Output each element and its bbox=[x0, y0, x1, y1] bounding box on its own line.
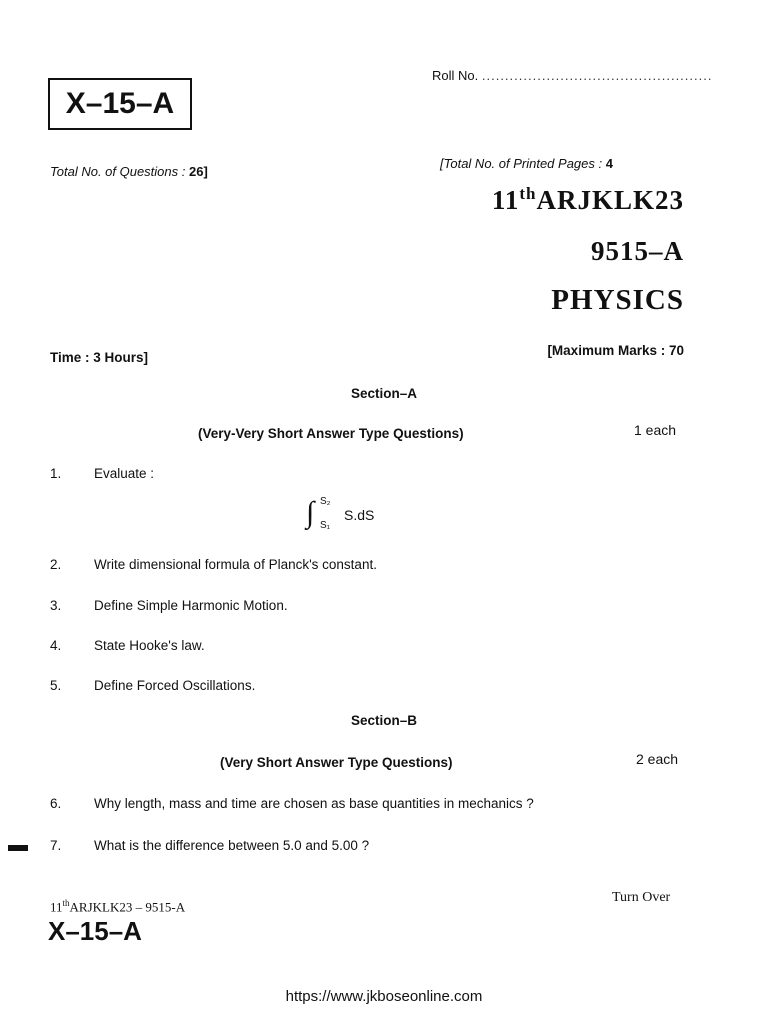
integral-body: S.dS bbox=[344, 507, 375, 523]
question-number: 7. bbox=[50, 838, 62, 853]
question-number: 2. bbox=[50, 557, 62, 572]
question-number: 6. bbox=[50, 796, 62, 811]
question-6 bbox=[50, 796, 700, 811]
section-a-heading: Section–A bbox=[350, 386, 418, 401]
total-questions-label: Total No. of Questions : bbox=[50, 164, 186, 179]
question-1 bbox=[50, 466, 700, 481]
series-title: 9515–A bbox=[591, 236, 684, 266]
section-a-subheading: (Very-Very Short Answer Type Questions) bbox=[198, 426, 464, 441]
exam-code-sup: th bbox=[519, 184, 537, 203]
printed-pages-value: 4 bbox=[605, 156, 613, 171]
footer-paper-code: X–15–A bbox=[48, 916, 142, 946]
section-b-subheading: (Very Short Answer Type Questions) bbox=[220, 755, 453, 770]
question-number: 5. bbox=[50, 678, 62, 693]
website-url[interactable]: https://www.jkboseonline.com bbox=[285, 988, 483, 1005]
paper-code-box: X–15–A bbox=[48, 78, 192, 130]
question-text: What is the difference between 5.0 and 5.00 ? bbox=[94, 838, 370, 853]
question-text: Evaluate : bbox=[94, 466, 155, 481]
question-3 bbox=[50, 598, 700, 613]
exam-code-suffix: ARJKLK23 bbox=[536, 185, 684, 215]
question-4 bbox=[50, 638, 700, 653]
total-questions-value: 26] bbox=[189, 164, 208, 179]
section-b-heading: Section–B bbox=[350, 713, 418, 728]
turn-over-label: Turn Over bbox=[612, 890, 671, 905]
question-7 bbox=[50, 838, 700, 853]
question-number: 4. bbox=[50, 638, 62, 653]
integral-expression bbox=[306, 496, 396, 536]
section-b-marks: 2 each bbox=[636, 751, 679, 767]
section-a-marks: 1 each bbox=[634, 422, 677, 438]
integral-upper-limit: S₂ bbox=[320, 496, 331, 507]
footer-code-suffix: ARJKLK23 – 9515-A bbox=[69, 899, 186, 915]
subject-title: PHYSICS bbox=[551, 284, 684, 316]
roll-label: Roll No. bbox=[432, 68, 479, 83]
roll-number-field bbox=[432, 68, 712, 83]
printed-pages bbox=[440, 156, 613, 171]
total-questions bbox=[50, 164, 208, 179]
question-text: Why length, mass and time are chosen as base quantities in mechanics ? bbox=[94, 796, 534, 811]
time-label: Time : 3 Hours] bbox=[50, 350, 149, 365]
question-text: State Hooke's law. bbox=[94, 638, 205, 653]
question-text: Define Simple Harmonic Motion. bbox=[94, 598, 288, 613]
footer-exam-code bbox=[50, 898, 185, 915]
question-text: Define Forced Oscillations. bbox=[94, 678, 256, 693]
exam-code-title bbox=[492, 184, 684, 216]
footer-code-prefix: 11 bbox=[50, 899, 63, 915]
max-marks-label: [Maximum Marks : 70 bbox=[547, 343, 684, 358]
question-5 bbox=[50, 678, 700, 693]
question-text: Write dimensional formula of Planck's constant. bbox=[94, 557, 377, 572]
exam-code-prefix: 11 bbox=[491, 185, 520, 215]
roll-dots: .................................................. bbox=[481, 68, 713, 83]
integral-lower-limit: S₁ bbox=[320, 520, 331, 531]
question-number: 3. bbox=[50, 598, 62, 613]
printed-pages-label: [Total No. of Printed Pages : bbox=[440, 156, 603, 171]
margin-mark bbox=[8, 845, 28, 851]
footer-code-sup: th bbox=[62, 898, 70, 908]
integral-sign-icon: ∫ bbox=[306, 496, 315, 529]
question-number: 1. bbox=[50, 466, 62, 481]
question-2 bbox=[50, 557, 700, 572]
